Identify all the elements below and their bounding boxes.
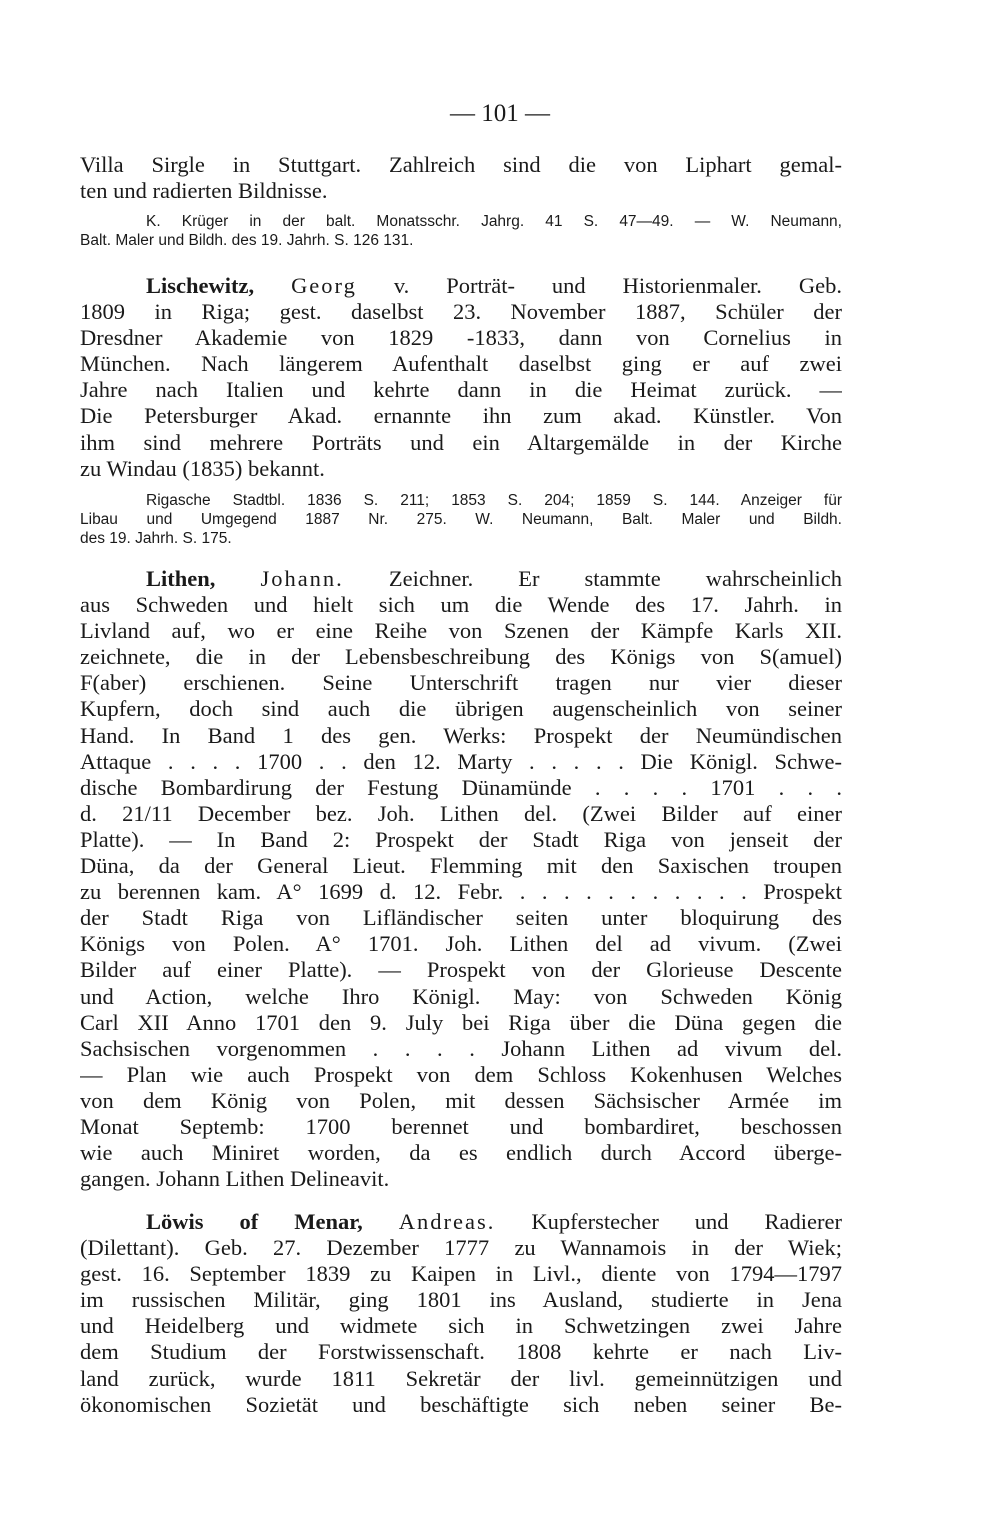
text-line: ten und radierten Bildnisse. xyxy=(80,178,328,204)
entry-first-line-text: v. Porträt- und Historienmaler. Geb. xyxy=(356,273,842,298)
text-line: (Dilettant). Geb. 27. Dezember 1777 zu Wannamois in der Wiek; xyxy=(80,1235,842,1261)
intro-references xyxy=(80,212,842,250)
entry-loewis-of-menar xyxy=(80,1209,842,1418)
entry-first-line-text: Kupferstecher und Radierer xyxy=(495,1209,842,1234)
reference-line: Rigasche Stadtbl. 1836 S. 211; 1853 S. 204; 1859 S. 144. Anzeiger für xyxy=(146,492,842,509)
text-line: 1809 in Riga; gest. daselbst 23. November 1887, Schüler der xyxy=(80,299,842,325)
text-line: Carl XII Anno 1701 den 9. July bei Riga über die Düna gegen die xyxy=(80,1009,842,1035)
text-line: dem Studium der Forstwissenschaft. 1808 kehrte er nach Liv- xyxy=(80,1339,842,1365)
text-line: und Heidelberg und widmete sich in Schwetzingen zwei Jahre xyxy=(80,1313,842,1339)
text-line: Jahre nach Italien und kehrte dann in die Heimat zurück. — xyxy=(80,377,842,403)
entry-lischewitz xyxy=(80,273,842,482)
text-line: — Plan wie auch Prospekt von dem Schloss Kokenhusen Welches xyxy=(80,1061,842,1087)
text-line: zu Windau (1835) bekannt. xyxy=(80,455,325,481)
text-line: Bilder auf einer Platte). — Prospekt von der Glorieuse Descente xyxy=(80,957,842,983)
reference-line: des 19. Jahrh. S. 175. xyxy=(80,530,232,547)
text-line: ökonomischen Sozietät und beschäftigte sich neben seiner Be- xyxy=(80,1391,842,1417)
text-line: von dem König von Polen, mit dessen Sächsischer Armée im xyxy=(80,1087,842,1113)
entry-firstname: Georg xyxy=(291,273,357,298)
text-line: Kupfern, doch sind auch die übrigen augenscheinlich von seiner xyxy=(80,696,842,722)
intro-paragraph xyxy=(80,152,842,204)
text-line: Die Petersburger Akad. ernannte ihn zum akad. Künstler. Von xyxy=(80,403,842,429)
entry-headword: Lithen, xyxy=(146,566,216,591)
text-line: München. Nach längerem Aufenthalt daselbst ging er auf zwei xyxy=(80,351,842,377)
entry-first-line xyxy=(80,566,842,592)
text-line: land zurück, wurde 1811 Sekretär der livl. gemeinnützigen und xyxy=(80,1365,842,1391)
entry-lischewitz-references xyxy=(80,491,842,548)
page-number: — 101 — xyxy=(450,100,550,127)
text-line: gangen. Johann Lithen Delineavit. xyxy=(80,1166,390,1192)
text-line: Königs von Polen. A° 1701. Joh. Lithen del ad vivum. (Zwei xyxy=(80,931,842,957)
entry-first-line-text: Zeichner. Er stammte wahrscheinlich xyxy=(343,566,842,591)
text-line: Platte). — In Band 2: Prospekt der Stadt Riga von jenseit der xyxy=(80,826,842,852)
text-line: Attaque . . . . 1700 . . den 12. Marty . . . . . Die Königl. Schwe- xyxy=(80,748,842,774)
reference-line: K. Krüger in der balt. Monatsschr. Jahrg. 41 S. 47—49. — W. Neumann, xyxy=(146,213,842,230)
text-line: Düna, da der General Lieut. Flemming mit den Saxischen troupen xyxy=(80,853,842,879)
reference-line: Balt. Maler und Bildh. des 19. Jahrh. S. 126 131. xyxy=(80,232,414,249)
text-line: Livland auf, wo er eine Reihe von Szenen der Kämpfe Karls XII. xyxy=(80,618,842,644)
text-line: aus Schweden und hielt sich um die Wende des 17. Jahrh. in xyxy=(80,592,842,618)
reference-line: Libau und Umgegend 1887 Nr. 275. W. Neumann, Balt. Maler und Bildh. xyxy=(80,511,842,528)
text-line: zu berennen kam. A° 1699 d. 12. Febr. . . . . . . . . . . . Prospekt xyxy=(80,879,842,905)
entry-firstname: Andreas. xyxy=(398,1209,496,1234)
text-line: wie auch Miniret worden, da es endlich durch Accord überge- xyxy=(80,1140,842,1166)
text-line: Villa Sirgle in Stuttgart. Zahlreich sind die von Liphart gemal- xyxy=(80,152,842,177)
text-line: zeichnete, die in der Lebensbeschreibung des Königs von S(amuel) xyxy=(80,644,842,670)
text-line: gest. 16. September 1839 zu Kaipen in Livl., diente von 1794—1797 xyxy=(80,1261,842,1287)
text-line: und Action, welche Ihro Königl. May: von Schweden König xyxy=(80,983,842,1009)
text-line: dische Bombardirung der Festung Dünamünde . . . . 1701 . . . xyxy=(80,774,842,800)
entry-lithen xyxy=(80,566,842,1192)
entry-first-line xyxy=(80,273,842,299)
entry-first-line xyxy=(80,1209,842,1235)
entry-firstname: Johann. xyxy=(260,566,344,591)
text-line: Monat Septemb: 1700 berennet und bombardiret, beschossen xyxy=(80,1113,842,1139)
entry-headword: Löwis of Menar, xyxy=(146,1209,363,1234)
text-line: ihm sind mehrere Porträts und ein Altargemälde in der Kirche xyxy=(80,429,842,455)
text-line: F(aber) erschienen. Seine Unterschrift tragen nur vier dieser xyxy=(80,670,842,696)
text-line: Hand. In Band 1 des gen. Werks: Prospekt der Neumündischen xyxy=(80,722,842,748)
text-line: im russischen Militär, ging 1801 ins Ausland, studierte in Jena xyxy=(80,1287,842,1313)
text-line: Sachsischen vorgenommen . . . . Johann Lithen ad vivum del. xyxy=(80,1035,842,1061)
entry-headword: Lischewitz, xyxy=(146,273,255,298)
text-line: Dresdner Akademie von 1829 -1833, dann von Cornelius in xyxy=(80,325,842,351)
text-line: d. 21/11 December bez. Joh. Lithen del. (Zwei Bilder auf einer xyxy=(80,800,842,826)
text-line: der Stadt Riga von Lifländischer seiten unter bloquirung des xyxy=(80,905,842,931)
